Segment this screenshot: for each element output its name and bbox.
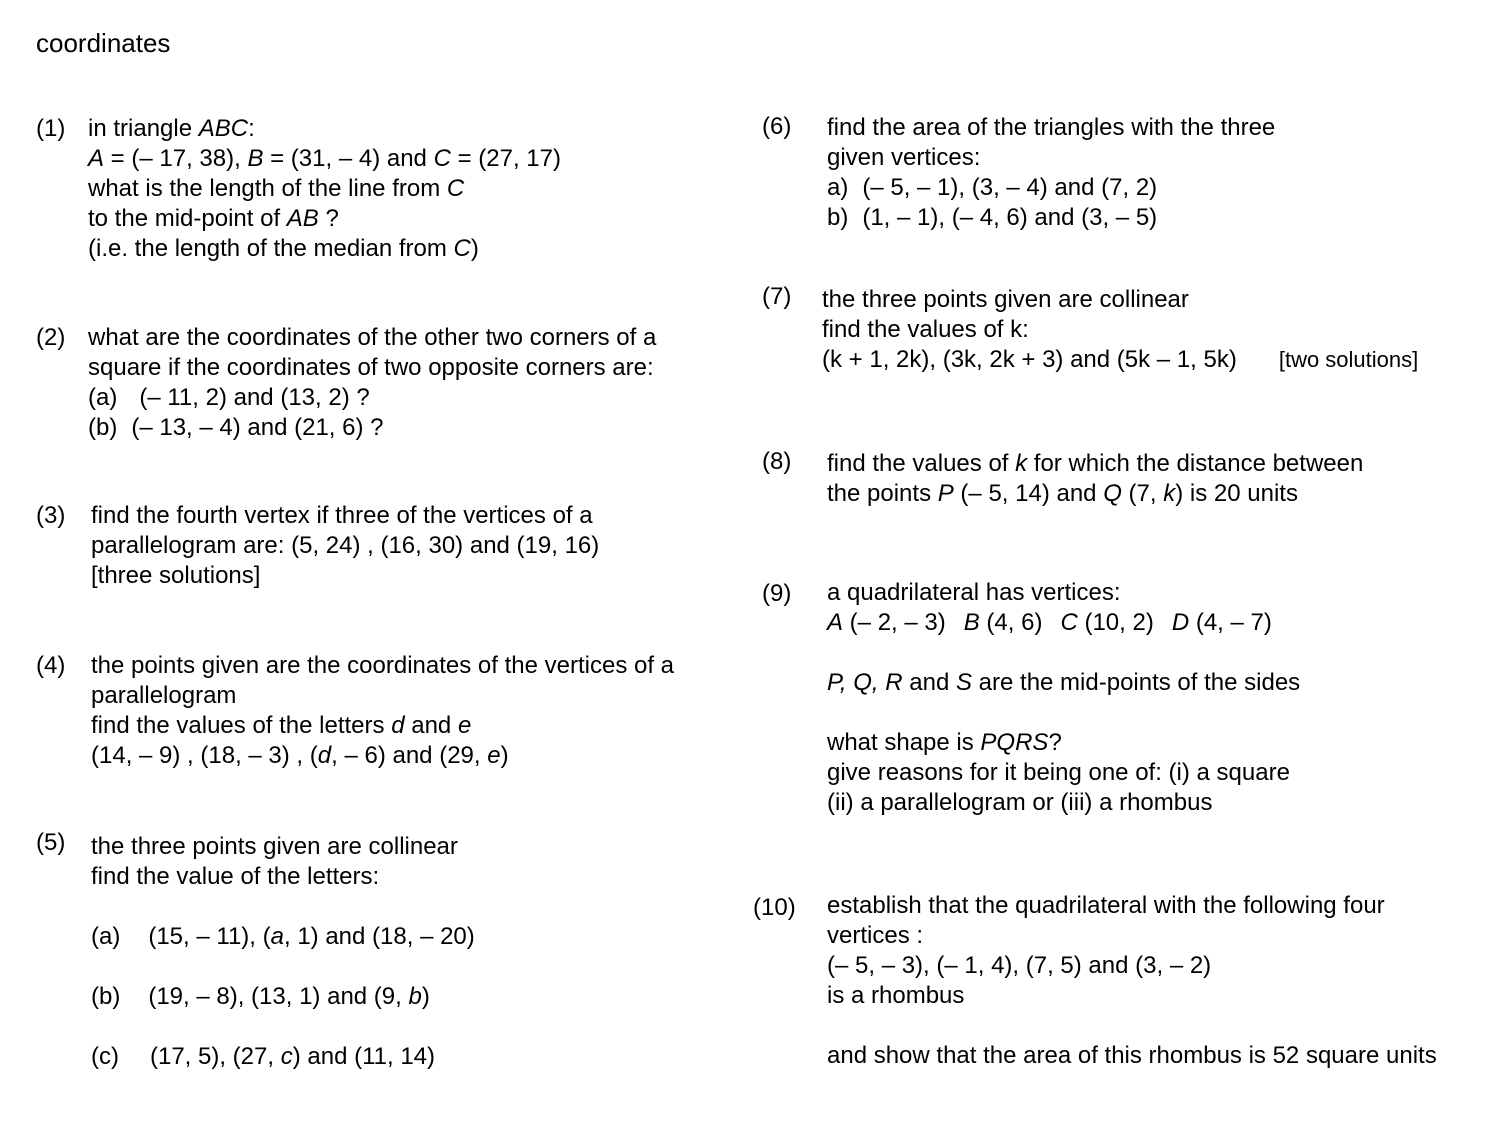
question-7-number: (7) bbox=[762, 283, 792, 310]
question-9-text: a quadrilateral has vertices: A (– 2, – 3) B (4, 6) C (10, 2) D (4, – 7) P, Q, R and S are the mid-points of the sides what shape is PQRS? give reasons for it being one of: (i) a square (ii) a parallelogram or (iii) a rhombus bbox=[827, 579, 1301, 816]
question-7-text: the three points given are collinear find the values of k: (k + 1, 2k), (3k, 2k + 3) and (5k – 1, 5k) [two solutions] bbox=[822, 286, 1419, 373]
question-9-number: (9) bbox=[762, 580, 792, 607]
question-5-text: the three points given are collinear find the value of the letters: bbox=[91, 833, 458, 890]
question-2-number: (2) bbox=[36, 324, 66, 351]
question-6-number: (6) bbox=[762, 113, 792, 140]
question-5-part-b: (b) (19, – 8), (13, 1) and (9, b) bbox=[91, 983, 430, 1010]
page-title: coordinates bbox=[36, 28, 171, 58]
question-2-text: what are the coordinates of the other two corners of a square if the coordinates of two opposite corners are: (a) (– 11, 2) and (13, 2) ? (b) (– 13, – 4) and (21, 6) ? bbox=[88, 324, 657, 441]
question-10-number: (10) bbox=[753, 894, 796, 921]
question-10-text: establish that the quadrilateral with the following four vertices : (– 5, – 3), (– 1, 4), (7, 5) and (3, – 2) is a rhombus and show that the area of this rhombus is 52 square units bbox=[827, 892, 1437, 1069]
question-6-text: find the area of the triangles with the three given vertices: a) (– 5, – 1), (3, – 4) and (7, 2) b) (1, – 1), (– 4, 6) and (3, – 5) bbox=[827, 114, 1276, 231]
question-3-number: (3) bbox=[36, 502, 66, 529]
question-3-text: find the fourth vertex if three of the vertices of a parallelogram are: (5, 24) , (16, 30) and (19, 16) [three solutions] bbox=[91, 502, 600, 589]
question-4-number: (4) bbox=[36, 652, 66, 679]
question-4-text: the points given are the coordinates of the vertices of a parallelogram find the values of the letters d and e (14, – 9) , (18, – 3) , (d, – 6) and (29, e) bbox=[91, 652, 675, 769]
question-8-text: find the values of k for which the distance between the points P (– 5, 14) and Q (7, k) is 20 units bbox=[827, 450, 1364, 507]
question-1-number: (1) bbox=[36, 115, 66, 142]
question-1-text: in triangle ABC: A = (– 17, 38), B = (31, – 4) and C = (27, 17) what is the length of the line from C to the mid-point of AB ? (i.e. the length of the median from C) bbox=[88, 115, 561, 262]
question-5-part-a: (a) (15, – 11), (a, 1) and (18, – 20) bbox=[91, 923, 475, 950]
question-8-number: (8) bbox=[762, 448, 792, 475]
question-5-number: (5) bbox=[36, 829, 66, 856]
question-5-part-c: (c) (17, 5), (27, c) and (11, 14) bbox=[91, 1043, 436, 1070]
